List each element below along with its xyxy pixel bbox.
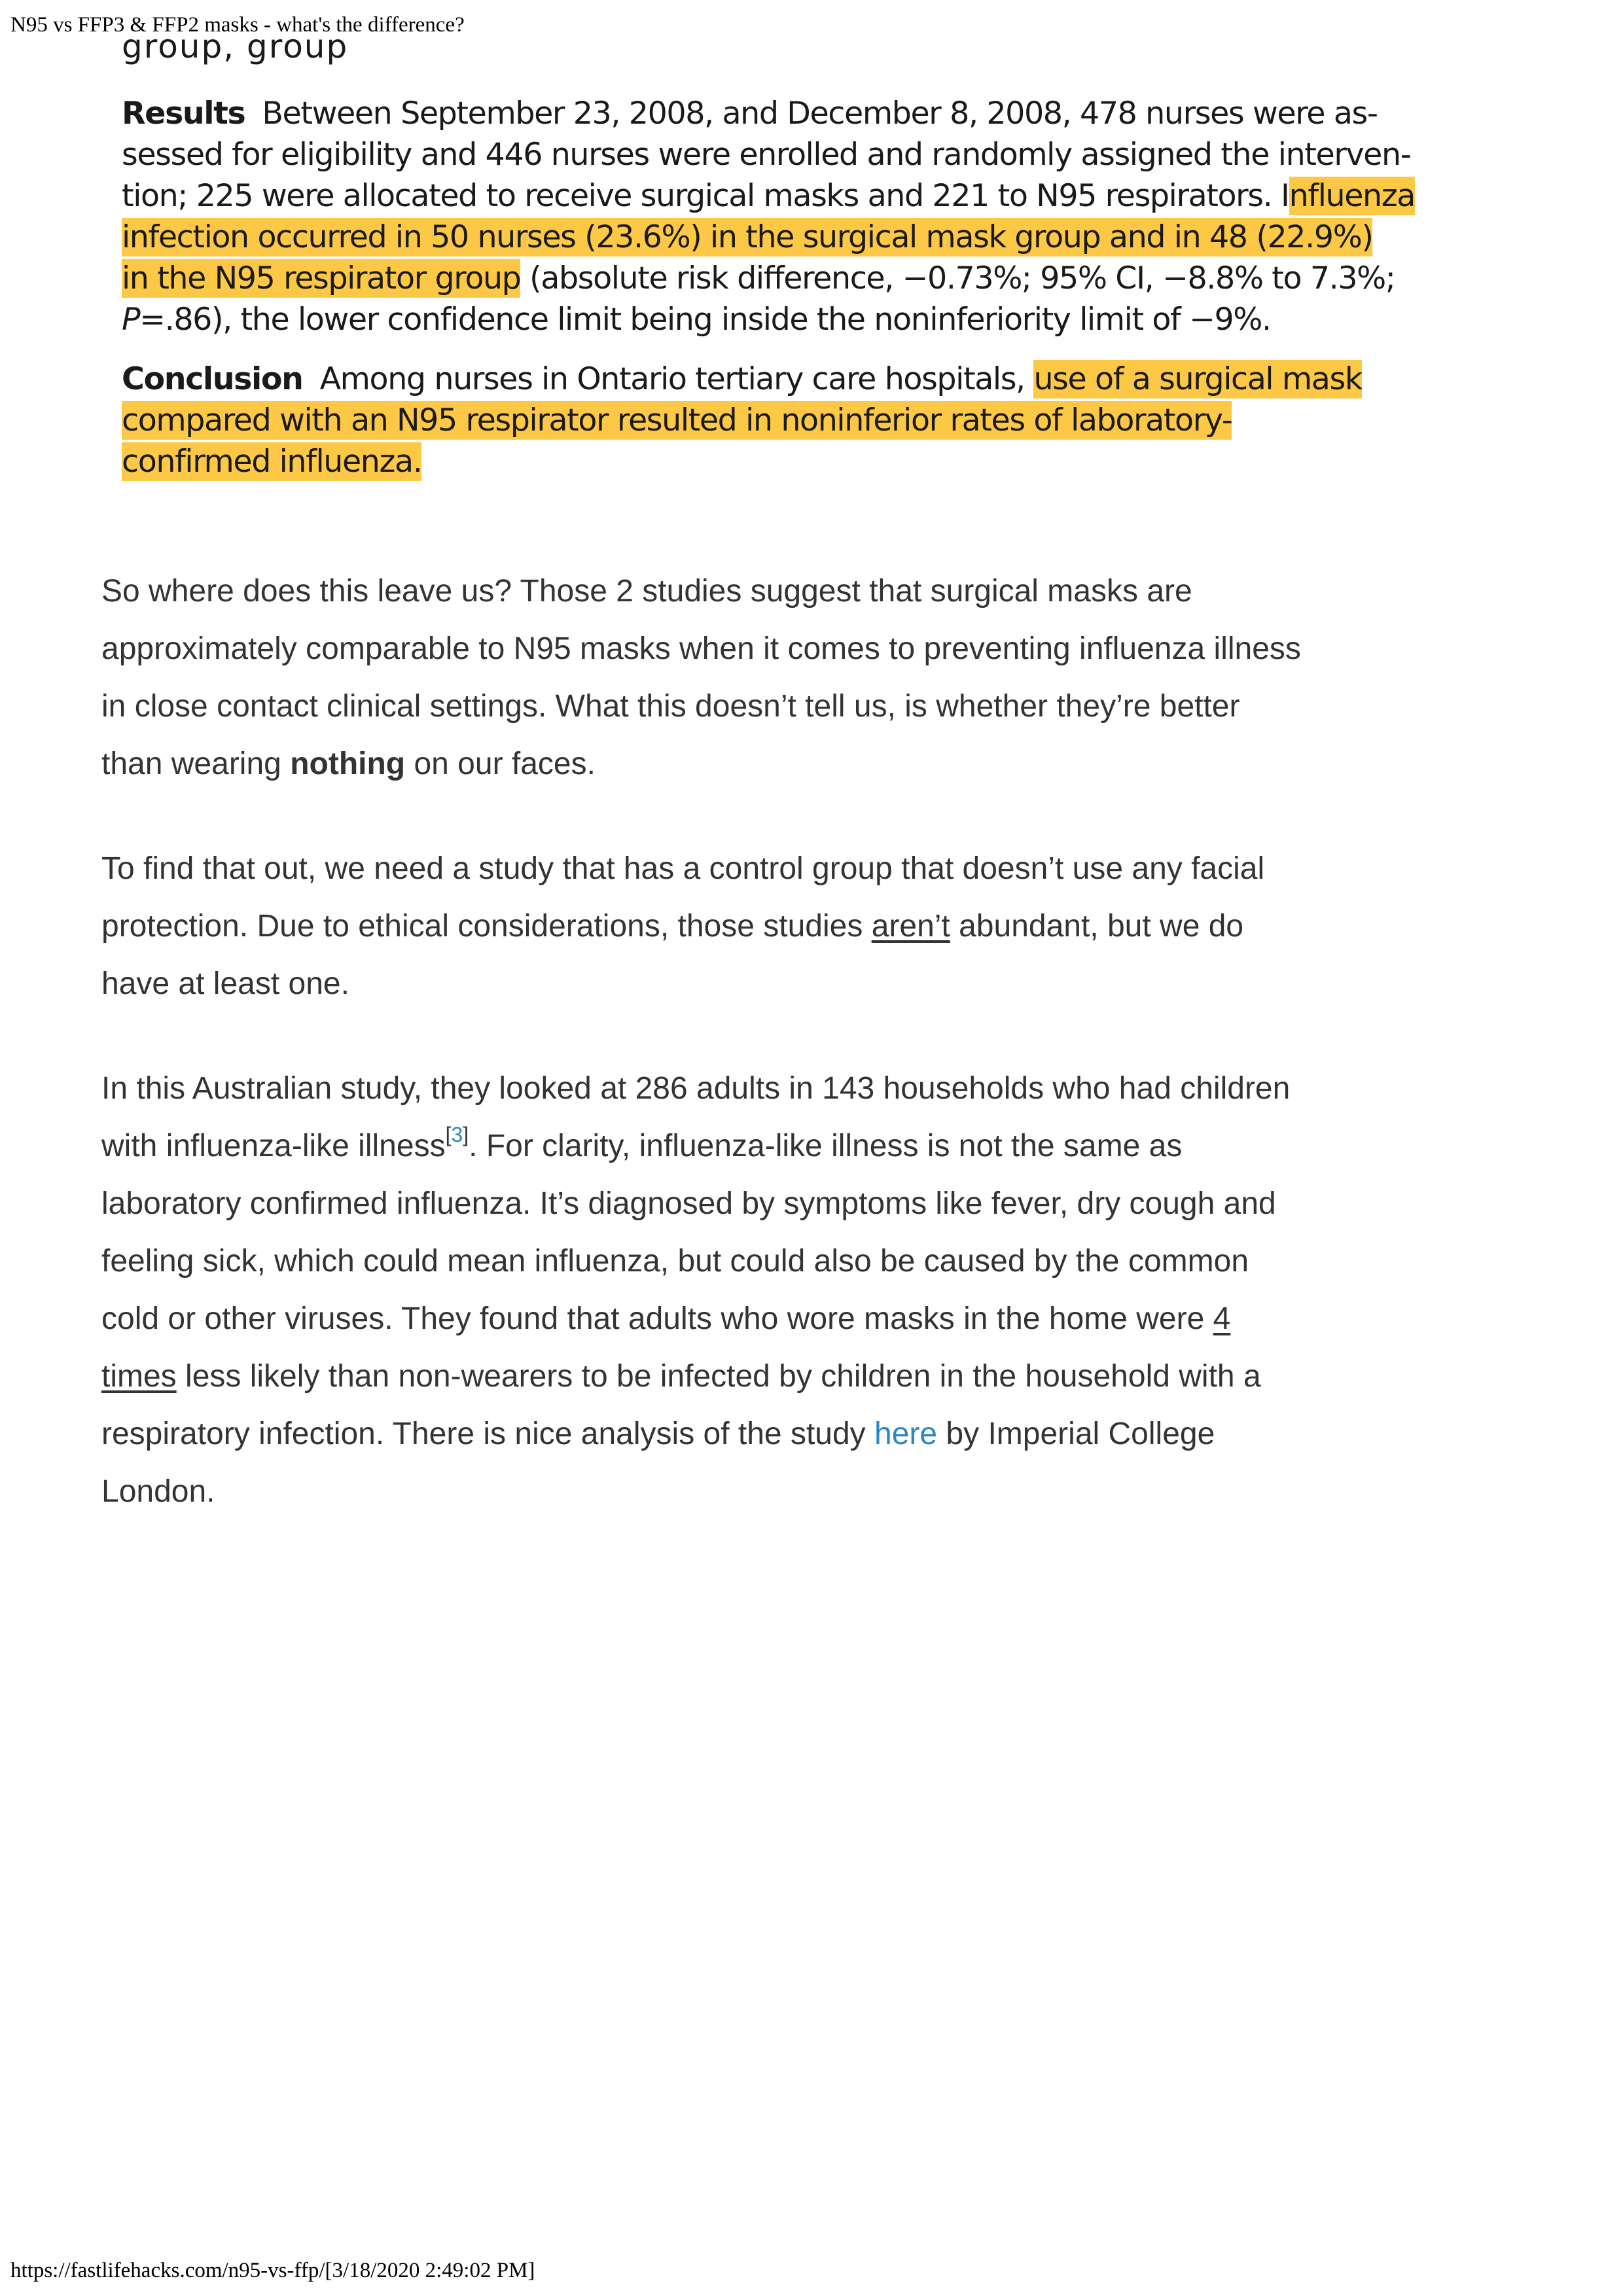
results-line: sessed for eligibility and 446 nurses were enrolled and randomly assigned the interven- bbox=[122, 137, 1411, 173]
emphasis-nothing: nothing bbox=[290, 747, 406, 781]
link-here[interactable]: here bbox=[874, 1417, 938, 1451]
conclusion-paragraph bbox=[122, 359, 1421, 482]
highlight: compared with an N95 respirator resulted in noninferior rates of laboratory- bbox=[122, 402, 1232, 438]
link-arent[interactable]: aren’t bbox=[871, 909, 950, 944]
conclusion-line: Conclusion Among nurses in Ontario tertiary care hospitals, use of a surgical mask bbox=[122, 361, 1362, 397]
results-line: tion; 225 were allocated to receive surgical masks and 221 to N95 respirators. Influenza bbox=[122, 178, 1415, 214]
paper-excerpt-image bbox=[116, 27, 1425, 484]
cut-off-line: group, group bbox=[122, 27, 349, 65]
conclusion-line bbox=[122, 441, 1421, 482]
highlight: in the N95 respirator group bbox=[122, 260, 521, 296]
conclusion-label: Conclusion bbox=[122, 361, 303, 397]
print-footer-url: https://fastlifehacks.com/n95-vs-ffp/[3/18/2020 2:49:02 PM] bbox=[10, 2259, 535, 2282]
results-line: Results Between September 23, 2008, and December 8, 2008, 478 nurses were as- bbox=[122, 96, 1378, 132]
article-paragraph: In this Australian study, they looked at 286 adults in 143 households who had children with influenza-like illness[3]. For clarity, influenza-like illness is not the same as laboratory confirmed influenza. It’s diagnosed by symptoms like fever, dry cough and feeling sick, which could mean influenza, but could also be caused by the common cold or other viruses. They found that adults who wore masks in the home were 4 times less likely than non-wearers to be infected by children in the household with a respiratory infection. There is nice analysis of the study here by Imperial College London. bbox=[101, 1071, 1291, 1509]
article-paragraph: So where does this leave us? Those 2 studies suggest that surgical masks are approximately comparable to N95 masks when it comes to preventing influenza illness in close contact clinical settings. What this doesn’t tell us, is whether they’re better than wearing nothing on our faces. bbox=[101, 574, 1301, 781]
link-4-times[interactable]: times bbox=[101, 1359, 177, 1394]
citation-link-3[interactable]: 3 bbox=[451, 1123, 463, 1146]
link-4-times[interactable]: 4 bbox=[1213, 1301, 1231, 1336]
conclusion-line bbox=[122, 400, 1421, 441]
highlight: use of a surgical mask bbox=[1033, 361, 1362, 397]
citation-ref: [3] bbox=[445, 1123, 469, 1146]
highlight: infection occurred in 50 nurses (23.6%) in the surgical mask group and in 48 (22.9%) bbox=[122, 219, 1373, 255]
results-line bbox=[122, 217, 1421, 258]
article-body bbox=[101, 563, 1541, 1568]
article-paragraph: To find that out, we need a study that has a control group that doesn’t use any facial protection. Due to ethical considerations, those studies aren’t abundant, but we do have at least one. bbox=[101, 851, 1265, 1001]
results-paragraph bbox=[122, 93, 1421, 340]
results-line: P=.86), the lower confidence limit being inside the noninferiority limit of −9%. bbox=[122, 302, 1271, 338]
results-label: Results bbox=[122, 96, 245, 132]
print-header: N95 vs FFP3 & FFP2 masks - what's the difference? bbox=[10, 13, 465, 37]
results-line: in the N95 respirator group (absolute risk difference, −0.73%; 95% CI, −8.8% to 7.3%; bbox=[122, 260, 1395, 296]
highlight: confirmed influenza. bbox=[122, 444, 422, 480]
highlight: nfluenza bbox=[1289, 178, 1415, 214]
